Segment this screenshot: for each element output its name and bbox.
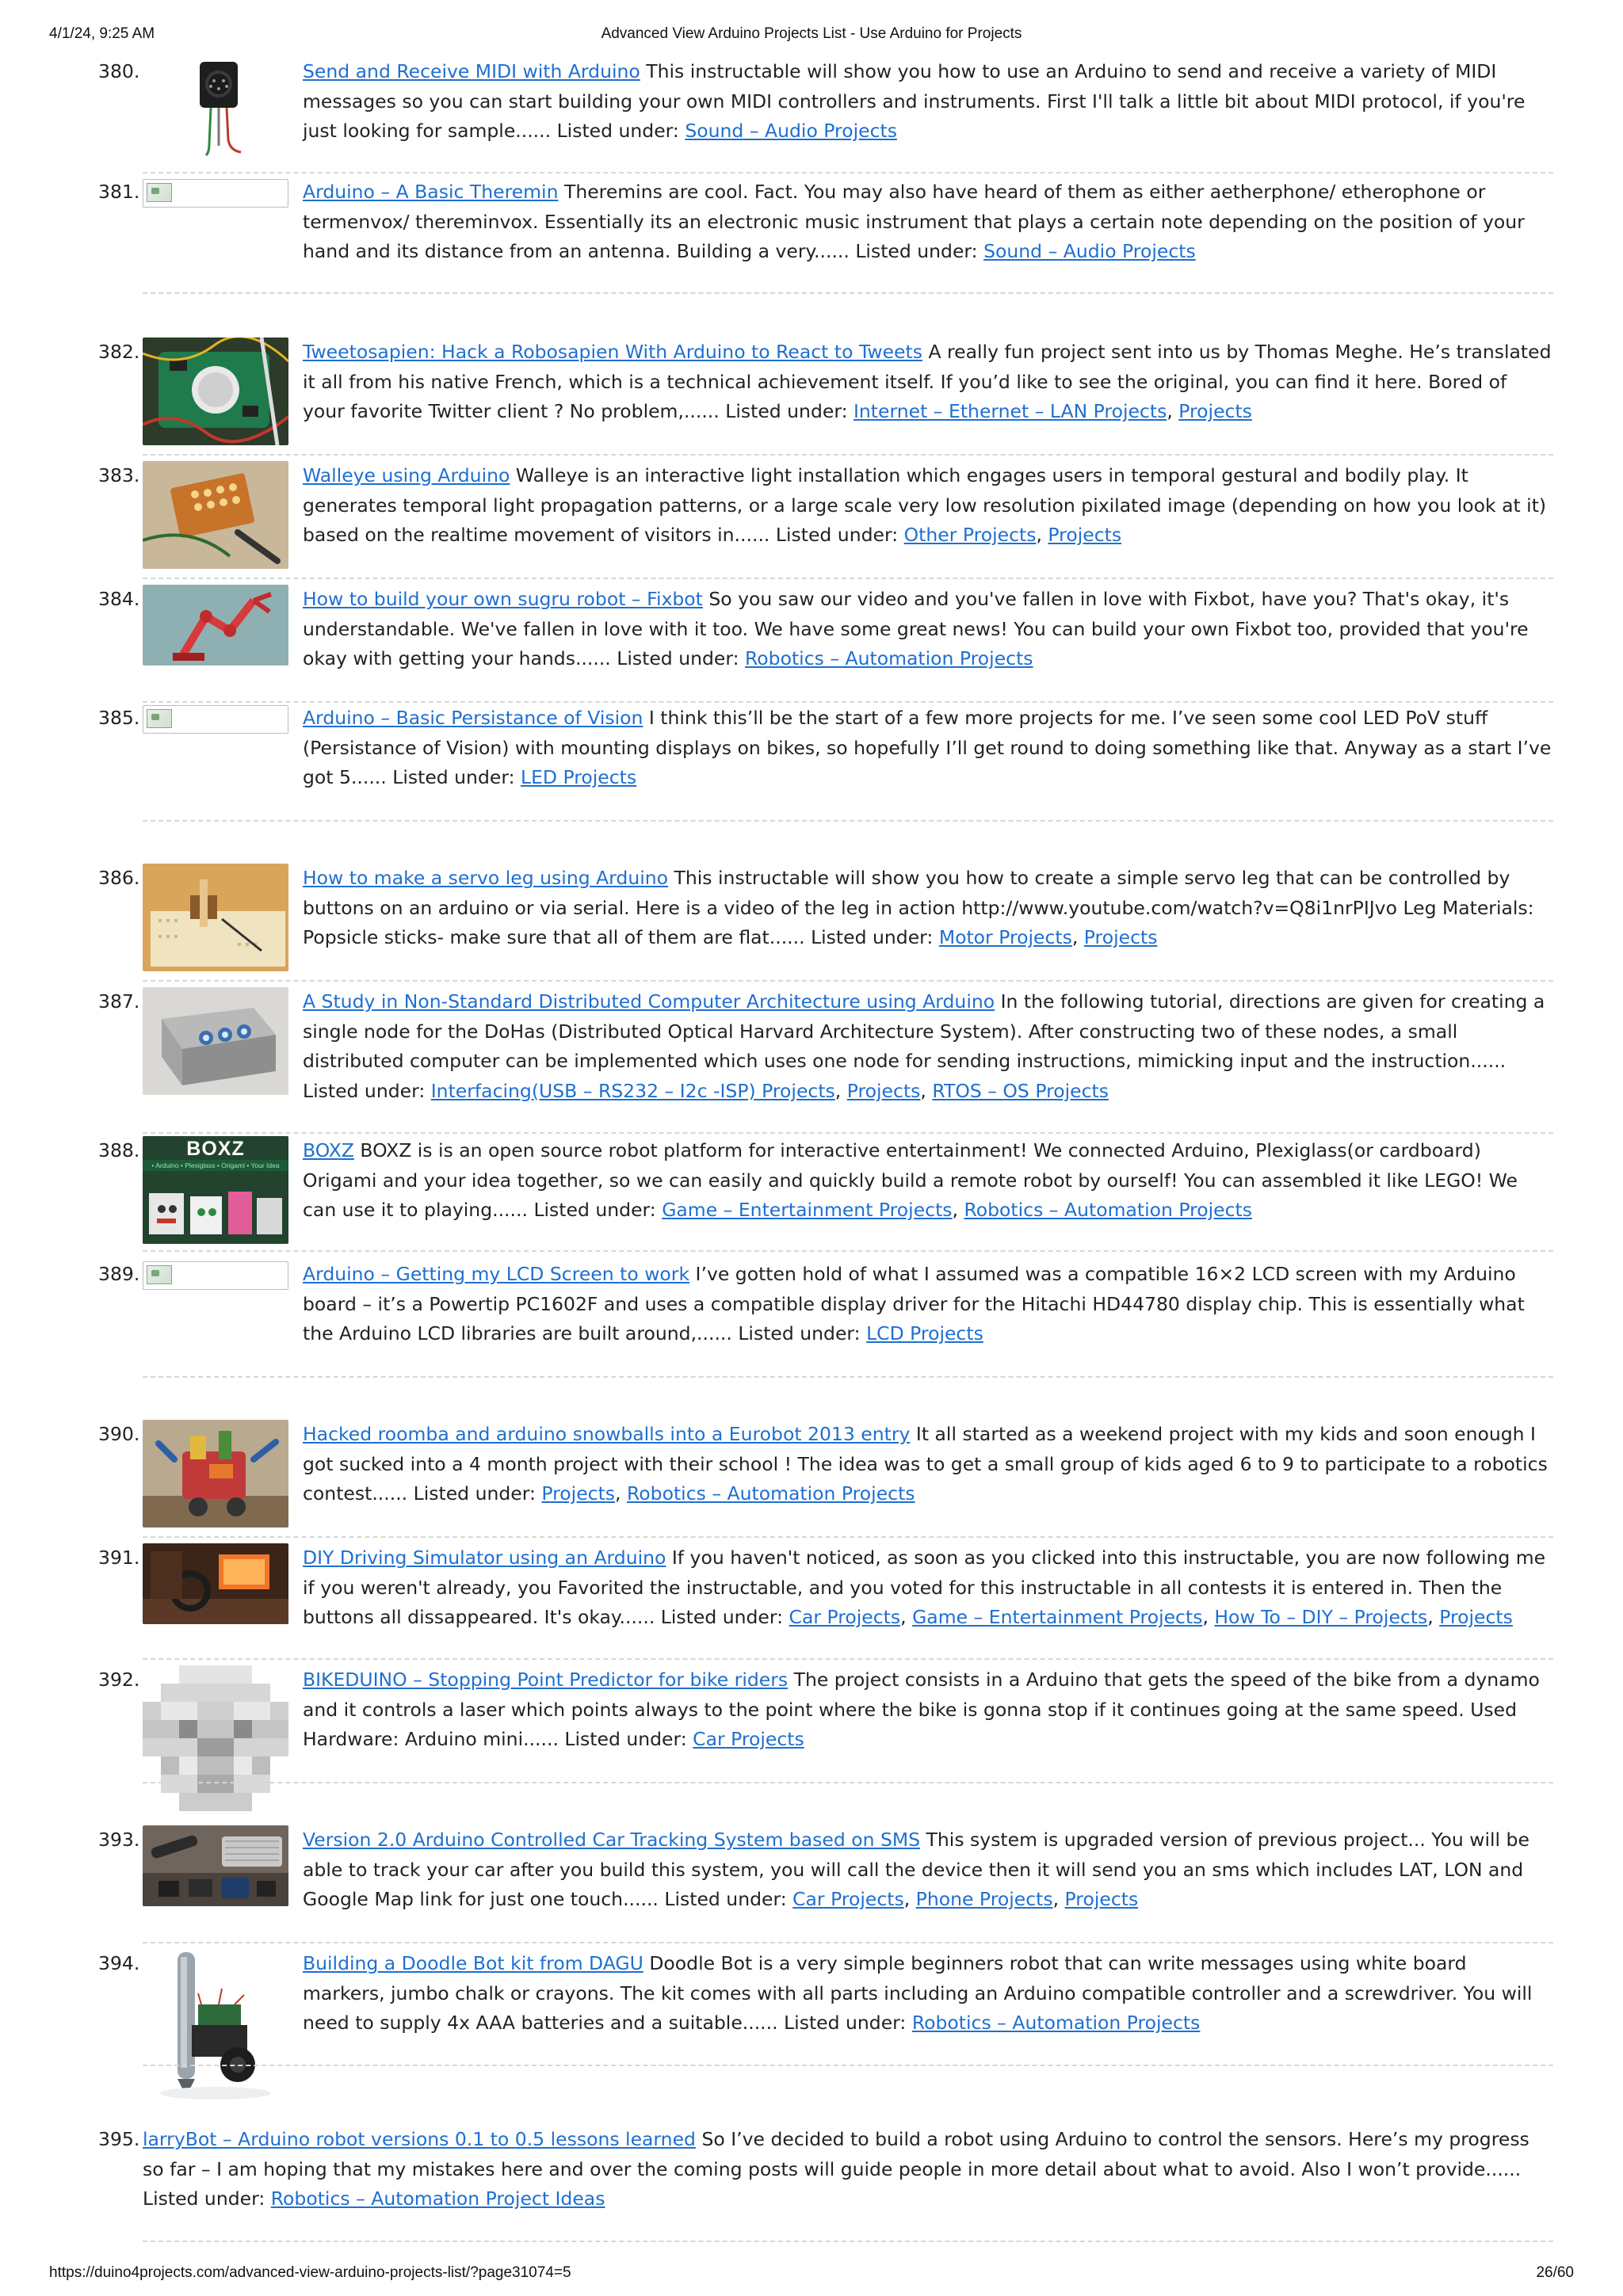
category-link[interactable]: Projects: [1064, 1888, 1139, 1910]
entry-number: 380.: [98, 60, 140, 82]
project-title-link[interactable]: Arduino – Getting my LCD Screen to work: [303, 1263, 690, 1285]
project-description: Walleye is an interactive light installation which engages users in temporal gestural and bodily play. It generates temporal light propagation patterns, or a large scale very low resolution pixilated image (depending on how you look at it) based on the realtime movement of visitors in......: [303, 464, 1547, 546]
entry-divider: [143, 1782, 1553, 1783]
entry-divider: [143, 1132, 1553, 1134]
category-link[interactable]: LED Projects: [520, 766, 637, 788]
entry-divider: [143, 1376, 1553, 1378]
entry-text: [303, 704, 1553, 793]
project-title-link[interactable]: A Study in Non-Standard Distributed Computer Architecture using Arduino: [303, 990, 995, 1013]
entry-divider: [143, 980, 1553, 982]
category-link[interactable]: Projects: [541, 1482, 616, 1505]
project-title-link[interactable]: Building a Doodle Bot kit from DAGU: [303, 1952, 643, 1974]
listed-under-label: Listed under:: [556, 120, 679, 142]
entry-text: Walleye using Arduino Walleye is an interactive light installation which engages users in temporal gestural and bodily play. It generates temporal light propagation patterns, or a large scale very low resolution pixilated image (depending on how you look at it) based on the realtime movement of visitors in...... Listed under: Other Projects, Projects: [303, 464, 1547, 546]
entry-number: 381.: [98, 181, 140, 203]
thumbnail-eurobot[interactable]: [143, 1420, 288, 1527]
print-title: Advanced View Arduino Projects List - Use Arduino for Projects: [601, 25, 1022, 42]
entry-number: 392.: [98, 1669, 140, 1691]
entry-divider: [143, 2065, 1553, 2066]
entry-number: 384.: [98, 588, 140, 610]
category-link[interactable]: RTOS – OS Projects: [932, 1079, 1109, 1102]
project-description: BOXZ is is an open source robot platform for interactive entertainment! We connected Arduino, Plexiglass(or cardboard) Origami and your idea together, so we can easily and quickly build a remote robot by ourself! You can assembled it like LEGO! We can use it to playing......: [303, 1139, 1518, 1221]
broken-image-icon: [143, 179, 288, 208]
print-url: https://duino4projects.com/advanced-view-arduino-projects-list/?page31074=5: [49, 2264, 571, 2281]
project-title-link[interactable]: How to build your own sugru robot – Fixbot: [303, 588, 703, 610]
listed-under-label: Listed under:: [664, 1888, 787, 1910]
project-description: So you saw our video and you've fallen in love with Fixbot, have you? That's okay, it's understandable. We've fallen in love with it too. We have some great news! You can build your own Fixbot too, provided that you're okay with getting your hands......: [303, 588, 1529, 669]
project-title-link[interactable]: BIKEDUINO – Stopping Point Predictor for bike riders: [303, 1669, 789, 1691]
entry-text: [303, 1260, 1553, 1349]
project-description: So I’ve decided to build a robot using Arduino to control the sensors. Here’s my progress so far – I am hoping that my mistakes here and over the coming posts will guide people in more detail about what to avoid. Also I won’t provide......: [143, 2128, 1529, 2180]
project-title-link[interactable]: Arduino – Basic Persistance of Vision: [303, 707, 643, 729]
listed-under-label: Listed under:: [855, 240, 978, 262]
listed-under-label: Listed under:: [784, 2012, 907, 2034]
listed-under-label: Listed under:: [564, 1728, 687, 1750]
project-description: A really fun project sent into us by Thomas Meghe. He’s translated it all from his native French, which is a technical achievement itself. If you’d like to see the original, you can find it here. Bored of your favorite Twitter client ? No problem,......: [303, 341, 1552, 422]
entry-divider: [143, 454, 1553, 456]
entry-text: [303, 1665, 1553, 1755]
boxz-logo-subtext: • Arduino • Plexiglass • Origami • Your Idea: [151, 1161, 280, 1169]
entry-divider: [143, 2241, 1553, 2242]
entry-text: DIY Driving Simulator using an Arduino If you haven't noticed, as soon as you clicked into this instructable, you are now following me if you weren't already, you Favorited the instructable, and you voted for this instructable in all contests it is entered in. Then the buttons all dissappeared. It's okay...... Listed under: Car Projects, Game – Entertainment Projects, How To – DIY – Projects, Projects: [303, 1547, 1546, 1628]
listed-under-label: Listed under:: [775, 524, 899, 546]
entry-number: 393.: [98, 1829, 140, 1851]
project-description: This instructable will show you how to use an Arduino to send and receive a variety of MIDI messages so you can start building your own MIDI controllers and instruments. First I'll talk a little bit about MIDI protocol, if you're just looking for sample......: [303, 60, 1526, 142]
project-description: In the following tutorial, directions are given for creating a single node for the DoHas (Distributed Optical Harvard Architecture System). After constructing two of these nodes, a small distributed computer can be implemented which uses one node for sending instructions, mimicking input and the instruction......: [303, 990, 1545, 1072]
thumbnail-car-tracker[interactable]: [143, 1825, 288, 1906]
entry-text: Version 2.0 Arduino Controlled Car Tracking System based on SMS This system is upgraded version of previous project... You will be able to track your car after you build this system, you will call the device then it will send you an sms which includes LAT, LON and Google Map link for just one touch...... Listed under: Car Projects, Phone Projects, Projects: [303, 1829, 1529, 1910]
boxz-logo-text: BOXZ: [186, 1138, 245, 1160]
category-link[interactable]: Sound – Audio Projects: [983, 240, 1196, 262]
print-footer: [49, 2264, 1574, 2288]
category-link[interactable]: Projects: [1083, 926, 1158, 948]
listed-under-label: Listed under:: [303, 1079, 426, 1102]
entry-text: [303, 177, 1553, 267]
listed-under-label: Listed under:: [533, 1199, 656, 1221]
entry-number: 389.: [98, 1263, 140, 1285]
entry-divider: [143, 1536, 1553, 1538]
category-link[interactable]: Car Projects: [693, 1728, 804, 1750]
entry-number: 395.: [98, 2128, 140, 2150]
thumbnail-servo-leg[interactable]: [143, 864, 288, 971]
category-link[interactable]: Car Projects: [789, 1606, 901, 1628]
listed-under-label: Listed under:: [725, 400, 848, 422]
project-title-link[interactable]: Hacked roomba and arduino snowballs into a Eurobot 2013 entry: [303, 1423, 911, 1445]
entry-divider: [143, 701, 1553, 703]
print-datetime: 4/1/24, 9:25 AM: [49, 25, 155, 42]
category-link[interactable]: Game – Entertainment Projects: [912, 1606, 1203, 1628]
category-link[interactable]: Projects: [1048, 524, 1122, 546]
project-description: This system is upgraded version of previous project... You will be able to track your car after you build this system, you will call the device then it will send you an sms which includes LAT, LON and Google Map link for just one touch......: [303, 1829, 1529, 1910]
entry-number: 383.: [98, 464, 140, 486]
broken-image-icon: [143, 1261, 288, 1290]
entry-number: 388.: [98, 1139, 140, 1161]
thumbnail-walleye[interactable]: [143, 461, 288, 569]
project-title-link[interactable]: BOXZ: [303, 1139, 354, 1161]
entry-divider: [143, 1250, 1553, 1252]
category-link[interactable]: Robotics – Automation Projects: [745, 647, 1033, 669]
thumbnail-doodle-bot[interactable]: [143, 1949, 288, 2107]
entry-divider: [143, 820, 1553, 822]
entry-divider: [143, 292, 1553, 294]
entry-text: How to make a servo leg using Arduino This instructable will show you how to create a simple servo leg that can be controlled by buttons on an arduino or via serial. Here is a video of the leg in action http://www.youtube.com/watch?v=Q8i1nrPIJvo Leg Materials: Popsicle sticks- make sure that all of them are flat...... Listed under: Motor Projects, Projects: [303, 867, 1534, 948]
project-title-link[interactable]: Arduino – A Basic Theremin: [303, 181, 559, 203]
project-description: Doodle Bot is a very simple beginners robot that can write messages using white board markers, jumbo chalk or crayons. The kit comes with all parts including an Arduino compatible controller and a screwdriver. You will need to supply 4x AAA batteries and a suitable......: [303, 1952, 1533, 2034]
entry-number: 387.: [98, 990, 140, 1013]
thumbnail-dohas-box[interactable]: [143, 987, 288, 1095]
entry-divider: [143, 578, 1553, 579]
broken-image-icon: [143, 705, 288, 734]
listed-under-label: Listed under:: [143, 2187, 265, 2210]
listed-under-label: Listed under:: [811, 926, 934, 948]
category-link[interactable]: Other Projects: [903, 524, 1037, 546]
entry-text: Tweetosapien: Hack a Robosapien With Arduino to React to Tweets A really fun project sent into us by Thomas Meghe. He’s translated it all from his native French, which is a technical achievement itself. If you’d like to see the original, you can find it here. Bored of your favorite Twitter client ? No problem,...... Listed under: Internet – Ethernet – LAN Projects, Projects: [303, 341, 1552, 422]
project-title-link[interactable]: Send and Receive MIDI with Arduino: [303, 60, 640, 82]
category-link[interactable]: Sound – Audio Projects: [685, 120, 897, 142]
project-description: This instructable will show you how to create a simple servo leg that can be controlled by buttons on an arduino or via serial. Here is a video of the leg in action http://www.youtube.com/watch?v=Q8i1nrPIJvo Leg Materials: Popsicle sticks- make sure that all of them are flat......: [303, 867, 1534, 948]
entry-number: 385.: [98, 707, 140, 729]
category-link[interactable]: Car Projects: [792, 1888, 904, 1910]
project-description: The project consists in a Arduino that gets the speed of the bike from a dynamo and it controls a laser which points always to the point where the bike is gonna stop if it continues going at the same speed. Used Hardware: Arduino mini......: [303, 1669, 1540, 1750]
project-description: I think this’ll be the start of a few more projects for me. I’ve seen some cool LED PoV stuff (Persistance of Vision) with mounting displays on bikes, so hopefully I’ll get round to doing something like that. Anyway as a start I’ve got 5......: [303, 707, 1552, 788]
entry-number: 391.: [98, 1547, 140, 1569]
listed-under-label: Listed under:: [413, 1482, 536, 1505]
print-page-number: 26/60: [1536, 2264, 1574, 2281]
category-link[interactable]: Motor Projects: [938, 926, 1072, 948]
listed-under-label: Listed under:: [617, 647, 739, 669]
category-link[interactable]: Game – Entertainment Projects: [662, 1199, 953, 1221]
category-link[interactable]: Interfacing(USB – RS232 – I2c -ISP) Projects: [430, 1079, 835, 1102]
entry-text: Hacked roomba and arduino snowballs into a Eurobot 2013 entry It all started as a weekend project with my kids and soon enough I got sucked into a 4 month project with their school ! The idea was to get a small group of kids aged 6 to 9 to participate to a robotics contest...... Listed under: Projects, Robotics – Automation Projects: [303, 1423, 1548, 1505]
entry-text: [303, 585, 1553, 674]
category-link[interactable]: LCD Projects: [866, 1322, 983, 1344]
category-link[interactable]: Robotics – Automation Projects: [627, 1482, 915, 1505]
category-link[interactable]: Robotics – Automation Projects: [964, 1199, 1253, 1221]
project-description: If you haven't noticed, as soon as you clicked into this instructable, you are now following me if you weren't already, you Favorited the instructable, and you voted for this instructable in all contests it is entered in. Then the buttons all dissappeared. It's okay......: [303, 1547, 1546, 1628]
listed-under-label: Listed under:: [738, 1322, 861, 1344]
entry-number: 390.: [98, 1423, 140, 1445]
thumbnail-midi-connector[interactable]: [174, 57, 262, 162]
entry-text: [143, 2125, 1553, 2214]
listed-under-label: Listed under:: [660, 1606, 784, 1628]
category-link[interactable]: Internet – Ethernet – LAN Projects: [853, 400, 1167, 422]
project-title-link[interactable]: Tweetosapien: Hack a Robosapien With Arduino to React to Tweets: [303, 341, 922, 363]
entry-divider: [143, 1942, 1553, 1943]
category-link[interactable]: Phone Projects: [915, 1888, 1053, 1910]
thumbnail-driving-sim[interactable]: [143, 1543, 288, 1624]
thumbnail-pixel-avatar[interactable]: [143, 1665, 288, 1811]
category-link[interactable]: Robotics – Automation Projects: [911, 2012, 1201, 2034]
category-link[interactable]: Robotics – Automation Project Ideas: [270, 2187, 605, 2210]
thumbnail-circuit-board[interactable]: [143, 338, 288, 445]
category-link[interactable]: Projects: [1439, 1606, 1513, 1628]
category-link[interactable]: Projects: [846, 1079, 921, 1102]
entry-text: [303, 57, 1553, 147]
project-description: I’ve gotten hold of what I assumed was a compatible 16×2 LCD screen with my Arduino board – it’s a Powertip PC1602F and uses a compatible display driver for the Hitachi HD44780 display chip. This is essentially what the Arduino LCD libraries are built around,......: [303, 1263, 1525, 1344]
project-title-link[interactable]: DIY Driving Simulator using an Arduino: [303, 1547, 666, 1569]
entry-divider: [143, 1658, 1553, 1660]
category-link[interactable]: Projects: [1178, 400, 1252, 422]
category-link[interactable]: How To – DIY – Projects: [1214, 1606, 1428, 1628]
entry-text: BOXZ BOXZ is is an open source robot platform for interactive entertainment! We connected Arduino, Plexiglass(or cardboard) Origami and your idea together, so we can easily and quickly build a remote robot by ourself! You can assembled it like LEGO! We can use it to playing...... Listed under: Game – Entertainment Projects, Robotics – Automation Projects: [303, 1139, 1518, 1221]
project-title-link[interactable]: Walleye using Arduino: [303, 464, 510, 486]
project-title-link[interactable]: How to make a servo leg using Arduino: [303, 867, 669, 889]
entry-number: 394.: [98, 1952, 140, 1974]
project-description: It all started as a weekend project with my kids and soon enough I got sucked into a 4 month project with their school ! The idea was to get a small group of kids aged 6 to 9 to participate to a robotics contest......: [303, 1423, 1548, 1505]
project-description: Theremins are cool. Fact. You may also have heard of them as either aetherphone/ etherophone or termenvox/ thereminvox. Essentially its an electronic music instrument that plays a certain note depending on the position of your hand and its distance from an antenna. Building a very......: [303, 181, 1525, 262]
thumbnail-fixbot[interactable]: [143, 585, 288, 666]
listed-under-label: Listed under:: [392, 766, 515, 788]
entry-text: [303, 1949, 1553, 2039]
entry-number: 382.: [98, 341, 140, 363]
entry-text: A Study in Non-Standard Distributed Computer Architecture using Arduino In the following tutorial, directions are given for creating a single node for the DoHas (Distributed Optical Harvard Architecture System). After constructing two of these nodes, a small distributed computer can be implemented which uses one node for sending instructions, mimicking input and the instruction...... Listed under: Interfacing(USB – RS232 – I2c -ISP) Projects, Projects, RTOS – OS Projects: [303, 990, 1545, 1102]
project-title-link[interactable]: Version 2.0 Arduino Controlled Car Tracking System based on SMS: [303, 1829, 921, 1851]
entry-number: 386.: [98, 867, 140, 889]
print-header: [49, 25, 1574, 49]
entry-divider: [143, 172, 1553, 174]
project-title-link[interactable]: larryBot – Arduino robot versions 0.1 to 0.5 lessons learned: [143, 2128, 696, 2150]
thumbnail-boxz[interactable]: [143, 1136, 288, 1244]
